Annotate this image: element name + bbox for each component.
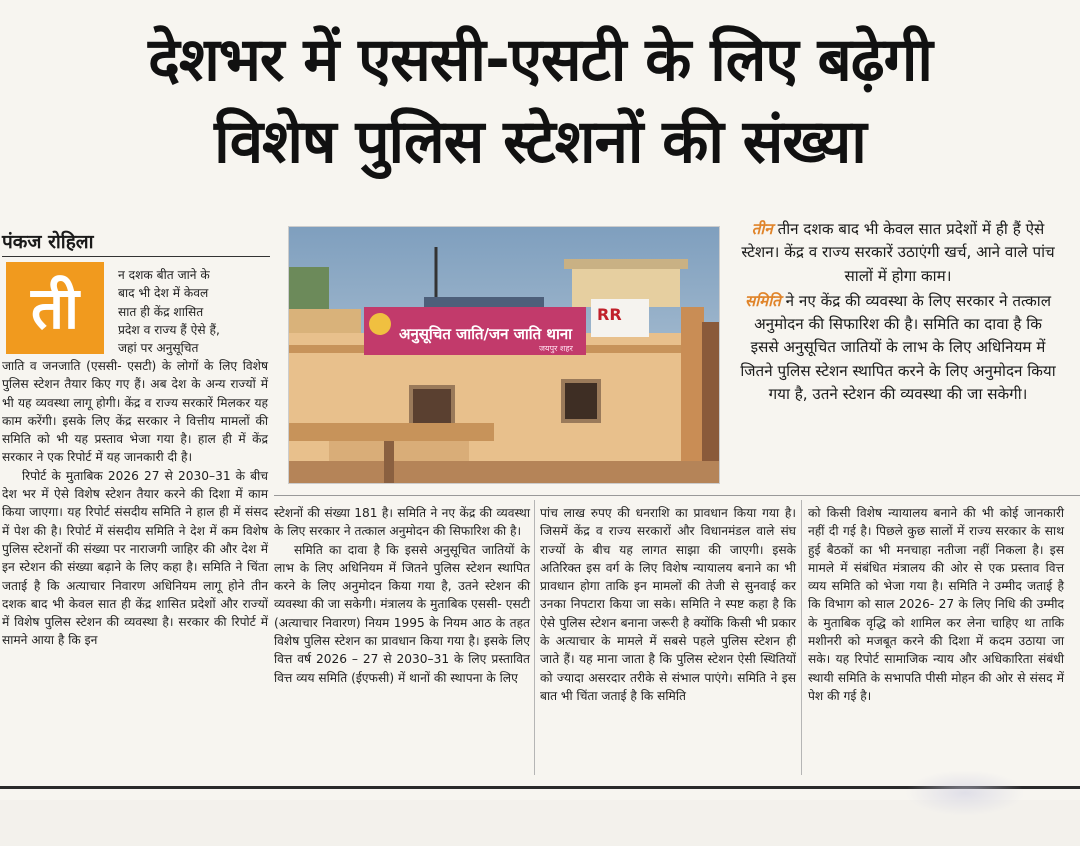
police-station-photo bbox=[288, 226, 720, 484]
paragraph: समिति का दावा है कि इससे अनुसूचित जातियों के लाभ के लिए अधिनियम में जितने पुलिस स्टेशन स्थापित करने के लिए अनुमोदन किया गया है, उतने स्टेशन की व्यवस्था की जा सकेगी। मंत्रालय के मुताबिक एससी- एसटी (अत्याचार निवारण) नियम 1995 के नियम आठ के तहत विशेष पुलिस स्टेशन का प्रावधान किया गया है। इसके लिए वित्त वर्ष 2026 – 27 से 2030–31 के लिए प्रस्तावित वित्त व्यय समिति (ईएफसी) में थानों की स्थापना के लिए bbox=[274, 542, 530, 685]
intro-line: जहां पर अनुसूचित bbox=[118, 341, 199, 356]
intro-text bbox=[118, 266, 268, 357]
intro-line: न दशक बीत जाने के bbox=[118, 268, 210, 282]
section-divider bbox=[274, 495, 1080, 496]
intro-line: बाद भी देश में केवल bbox=[118, 286, 209, 301]
column-divider bbox=[801, 500, 802, 775]
highlight-paragraph-1 bbox=[738, 218, 1058, 288]
left-column bbox=[2, 357, 268, 650]
rr-logo: RR bbox=[597, 305, 622, 324]
column-3 bbox=[540, 504, 796, 705]
byline: पंकज रोहिला bbox=[2, 228, 270, 257]
column-4 bbox=[808, 504, 1064, 705]
column-divider bbox=[534, 500, 535, 775]
paragraph: स्टेशनों की संख्या 181 है। समिति ने नए केंद्र की व्यवस्था के लिए सरकार ने तत्काल अनुमोदन की सिफारिश की है। bbox=[274, 506, 530, 539]
building-illustration bbox=[289, 227, 719, 483]
headline-line-2: विशेष पुलिस स्टेशनों की संख्या bbox=[214, 107, 866, 177]
dropcap: ती bbox=[6, 262, 104, 354]
highlight-text: तीन दशक बाद भी केवल सात प्रदेशों में ही हैं ऐसे स्टेशन। केंद्र व राज्य सरकारें उठाएंगी खर्च, आने वाले पांच सालों में होगा काम। bbox=[741, 220, 1055, 285]
highlight-paragraph-2 bbox=[738, 290, 1058, 406]
column-2 bbox=[274, 504, 530, 687]
intro-line: सात ही केंद्र शासित bbox=[118, 304, 204, 319]
intro-line: प्रदेश व राज्य हैं ऐसे हैं, bbox=[118, 322, 220, 337]
headline-line-1: देशभर में एससी-एसटी के लिए बढ़ेगी bbox=[148, 25, 932, 95]
highlight-box bbox=[738, 218, 1058, 408]
highlight-keyword: तीन bbox=[751, 220, 773, 238]
paragraph: रिपोर्ट के मुताबिक 2026 27 से 2030–31 के बीच देश भर में ऐसे विशेष स्टेशन तैयार करने की दिशा में काम किया जाएगा। यह रिपोर्ट संसदीय समिति ने हाल ही में संसद में पेश की है। रिपोर्ट में संसदीय समिति ने देश में कम विशेष पुलिस स्टेशनों की संख्या पर नाराजगी जाहिर की और देश में इन स्टेशन की संख्या बढ़ाने के लिए कहा है। समिति ने चिंता जताई है कि अत्याचार निवारण अधिनियम लागू होने तीन दशक बाद भी केवल सात ही केंद्र शासित प्रदेशों और राज्यों में विशेष पुलिस स्टेशन की व्यवस्था है। सरकार की रिपोर्ट में सामने आया है कि इन bbox=[2, 468, 268, 648]
station-sign-text: अनुसूचित जाति/जन जाति थाना bbox=[399, 325, 573, 343]
highlight-keyword: समिति bbox=[744, 291, 781, 310]
paragraph: जाति व जनजाति (एससी- एसटी) के लोगों के लिए विशेष पुलिस स्टेशन तैयार किए गए हैं। अब देश के अन्य राज्यों में भी यह व्यवस्था लागू होगी। केंद्र व राज्य सरकारें मिलकर यह काम करेंगी। इसके लिए केंद्र सरकार ने वित्तीय मामलों की समिति को भी यह प्रस्ताव भेजा गया है। हाल ही में केंद्र सरकार ने एक रिपोर्ट में यह जानकारी दी है। bbox=[2, 359, 268, 465]
paragraph: पांच लाख रुपए की धनराशि का प्रावधान किया गया है। जिसमें केंद्र व राज्य सरकारों और विधानमंडल वाले संघ राज्यों के बीच यह लागत साझा की जाएगी। इसके अतिरिक्त इस वर्ग के लिए विशेष न्यायालय बनाने का भी प्रावधान होगा ताकि इन मामलों की तेजी से सुनवाई कर उनका निपटारा किया जा सके। समिति ने स्पष्ट कहा है कि ऐसे पुलिस स्टेशन बनाना जरूरी है क्योंकि किसी भी प्रकार के अत्याचार के मामले में सबसे पहले पुलिस स्टेशन ही जाते हैं। यह माना जाता है कि पुलिस स्टेशन ऐसी स्थितियों को ज्यादा असरदार तरीके से संभाल पाएंगे। समिति ने इस बात भी चिंता जताई है कि समिति bbox=[540, 506, 796, 703]
paragraph: को किसी विशेष न्यायालय बनाने की भी कोई जानकारी नहीं दी गई है। पिछले कुछ सालों में राज्य सरकार के साथ हुई बैठकों का भी मनचाहा नतीजा नहीं निकला है। इस मामले में संबंधित मंत्रालय की ओर से एक प्रस्ताव वित्त व्यय समिति को भेजा गया है। समिति ने उम्मीद जताई है कि विभाग को साल 2026- 27 के लिए निधि की उम्मीद के मुताबिक वृद्धि को शामिल कर लेना चाहिए था ताकि मशीनरी को मजबूत करने की दिशा में कदम उठाया जा सके। यह रिपोर्ट सामाजिक न्याय और अधिकारिता संबंधी स्थायी समिति के सभापति पीसी मोहन की ओर से संसद में पेश की गई है। bbox=[808, 506, 1064, 703]
photo-glare bbox=[905, 770, 1025, 816]
highlight-text: ने नए केंद्र की व्यवस्था के लिए सरकार ने तत्काल अनुमोदन की सिफारिश की है। समिति का दावा है कि इससे अनुसूचित जातियों के लाभ के लिए अधिनियम में जितने पुलिस स्टेशन स्थापित करने के लिए अनुमोदन किया गया है, उतने स्टेशन की व्यवस्था की जा सकेगी। bbox=[740, 291, 1056, 404]
station-sign-subtext: जयपुर शहर bbox=[539, 344, 573, 353]
